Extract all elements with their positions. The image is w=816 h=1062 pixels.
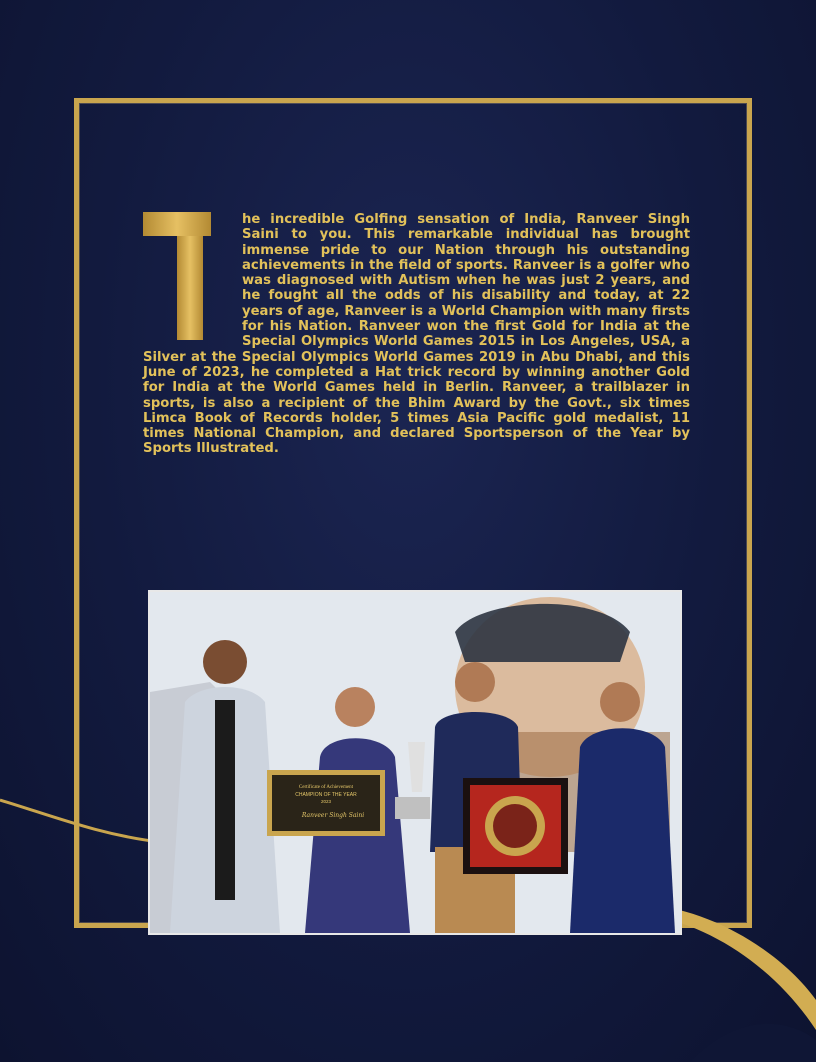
certificate-year: 2023 <box>320 799 332 804</box>
article-body: he incredible Golfing sensation of India, Ranveer Singh Saini to you. This remarkable individual has brought immense pride to our Nation through his outstanding achievements in the field of sports. Ranveer is a golfer who was diagnosed with Autism when he was just 2 years, and he fought all the odds of his disability and today, at 22 years of age, Ranveer is a World Champion with many firsts for his Nation. Ranveer won the first Gold for India at the Special Olympics World Games 2015 in Los Angeles, USA, a Silver at the Special Olympics World Games 2019 in Abu Dhabi, and this June of 2023, he completed a Hat trick record by winning another Gold for India at the World Games held in Berlin. Ranveer, a trailblazer in sports, is also a recipient of the Bhim Award by the Govt., six times Limca Book of Records holder, 5 times Asia Pacific gold medalist, 11 times National Champion, and declared Sportsperson of the Year by Sports Illustrated. <box>143 212 690 457</box>
award-photo-scene <box>150 592 680 933</box>
award-photo <box>148 590 682 935</box>
drop-cap-glyph <box>143 212 211 340</box>
certificate-recipient: Ranveer Singh Saini <box>301 812 365 819</box>
certificate-heading: Certificate of Achievement <box>298 785 354 790</box>
drop-cap-letter <box>143 212 211 340</box>
certificate-award: CHAMPION OF THE YEAR <box>295 792 357 798</box>
article-text <box>143 212 690 457</box>
